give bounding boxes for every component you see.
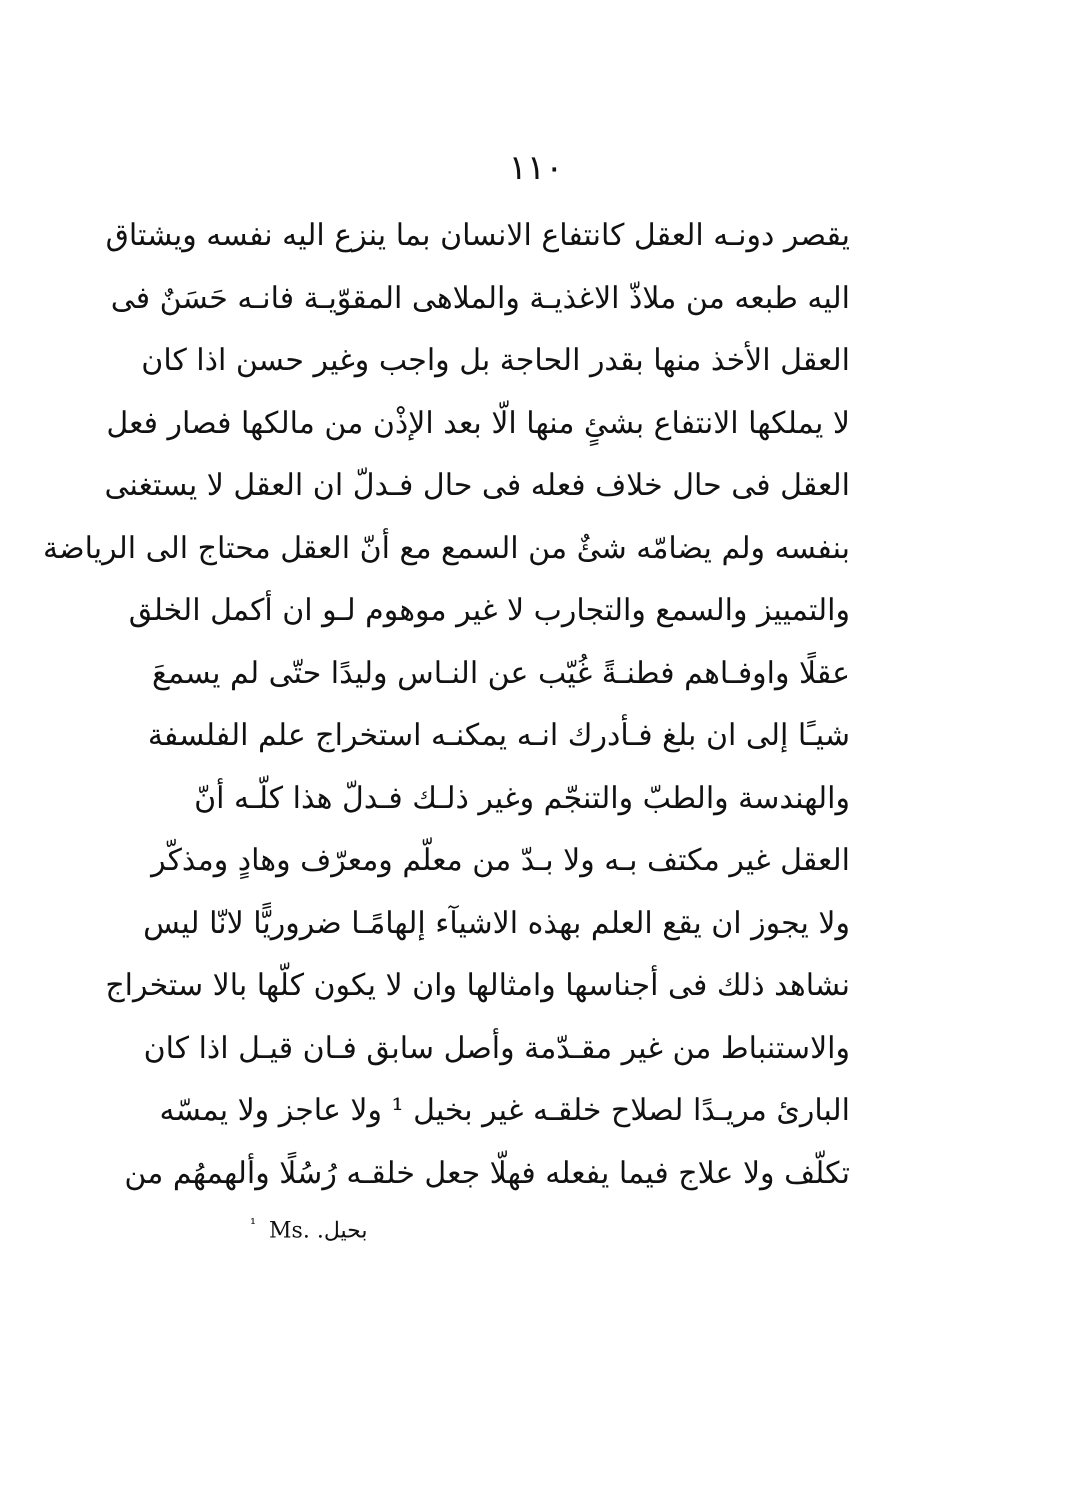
footnote bbox=[250, 1208, 450, 1247]
text-line: العقل فى حال خلاف فعله فى حال فـدلّ ان العقل لا يستغنى bbox=[104, 468, 850, 503]
text-line: ولا يجوز ان يقع العلم بهذه الاشيآء إلهامًـا ضروريًّا لانّا ليس bbox=[143, 905, 850, 941]
footnote-prefix: Ms. bbox=[269, 1218, 310, 1244]
text-line: العقل الأخذ منها بقدر الحاجة بل واجب وغير حسن اذا كان bbox=[141, 343, 850, 378]
text-line: شيـًا إلى ان بلغ فـأدرك انـه يمكنـه استخراج علم الفلسفة bbox=[147, 718, 850, 753]
text-line: والتمييز والسمع والتجارب لا غير موهوم لـو ان أكمل الخلق bbox=[128, 593, 850, 628]
text-line: والاستنباط من غير مقـدّمة وأصل سابق فـان قيـل اذا كان bbox=[143, 1030, 850, 1066]
text-line: نشاهد ذلك فى أجناسها وامثالها وان لا يكون كلّها بالا ستخراج bbox=[105, 968, 850, 1003]
text-line: والهندسة والطبّ والتنجّم وغير ذلـك فـدلّ هذا كلّـه أنّ bbox=[194, 780, 850, 816]
footnote-marker: ¹ bbox=[250, 1215, 257, 1233]
text-line: اليه طبعه من ملاذّ الاغذيـة والملاهى المقوّيـة فانـه حَسَنٌ فى bbox=[110, 280, 850, 316]
page-number: ١١٠ bbox=[508, 148, 564, 188]
text-line: عقلًا واوفـاهم فطنـةً غُيّب عن النـاس وليدًا حتّى لم يسمعَ bbox=[152, 655, 850, 691]
text-line: بنفسه ولم يضامّه شئٌ من السمع مع أنّ العقل محتاج الى الرياضة bbox=[43, 530, 850, 566]
text-line: يقصر دونـه العقل كانتفاع الانسان بما ينزع اليه نفسه ويشتاق bbox=[105, 218, 850, 253]
text-line: تكلّف ولا علاج فيما يفعله فهلّا جعل خلقـه رُسُلًا وألهمهُم من bbox=[124, 1155, 850, 1191]
text-line: البارئ مريـدًا لصلاح خلقـه غير بخيل ¹ ولا عاجز ولا يمسّه bbox=[159, 1093, 850, 1128]
body-text bbox=[43, 205, 850, 1205]
text-line: لا يملكها الانتفاع بشئٍ منها الّا بعد الإذْن من مالكها فصار فعل bbox=[106, 405, 850, 441]
text-line: العقل غير مكتف بـه ولا بـدّ من معلّم ومعرّف وهادٍ ومذكّر bbox=[151, 843, 850, 878]
footnote-word: بحيل. bbox=[316, 1218, 368, 1244]
